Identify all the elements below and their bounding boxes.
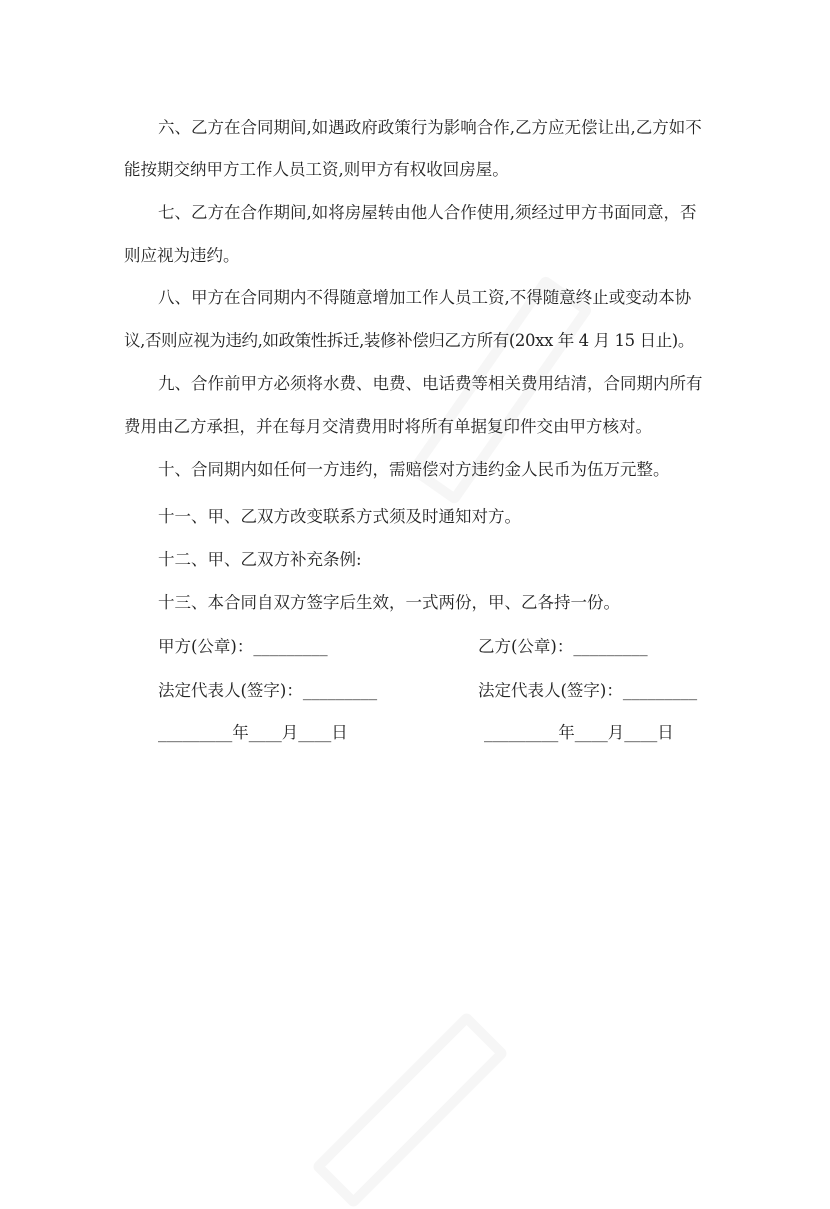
clause-8-line-1: 八、甲方在合同期内不得随意增加工作人员工资,不得随意终止或变动本协 (158, 288, 692, 307)
party-a-date-field: _________年____月____日 (158, 723, 348, 742)
clause-9-line-1: 九、合作前甲方必须将水费、电费、电话费等相关费用结清，合同期内所有 (158, 374, 703, 393)
clause-7-line-2: 则应视为违约。 (124, 246, 240, 265)
party-a-representative-field: 法定代表人(签字)：_________ (158, 681, 378, 700)
clause-11: 十一、甲、乙双方改变联系方式须及时通知对方。 (158, 507, 521, 526)
clause-9-line-2: 费用由乙方承担，并在每月交清费用时将所有单据复印件交由甲方核对。 (124, 417, 652, 436)
clause-10: 十、合同期内如任何一方违约，需赔偿对方违约金人民币为伍万元整。 (158, 460, 670, 479)
clause-7-line-1: 七、乙方在合作期间,如将房屋转由他人合作使用,须经过甲方书面同意，否 (158, 203, 697, 222)
clause-8-line-2: 议,否则应视为违约,如政策性拆迁,装修补偿归乙方所有(20xx 年 4 月 15 日止)。 (124, 331, 694, 350)
party-b-representative-field: 法定代表人(签字)：_________ (478, 681, 698, 700)
clause-13: 十三、本合同自双方签字后生效，一式两份，甲、乙各持一份。 (158, 593, 620, 612)
watermark (311, 1011, 509, 1209)
party-b-seal-field: 乙方(公章)：_________ (478, 637, 648, 656)
clause-6-line-1: 六、乙方在合同期间,如遇政府政策行为影响合作,乙方应无偿让出,乙方如不 (158, 118, 702, 137)
clause-12: 十二、甲、乙双方补充条例: (158, 550, 362, 569)
clause-6-line-2: 能按期交纳甲方工作人员工资,则甲方有权收回房屋。 (124, 160, 509, 179)
party-b-date-field: _________年____月____日 (484, 723, 674, 742)
party-a-seal-field: 甲方(公章)：_________ (158, 637, 328, 656)
